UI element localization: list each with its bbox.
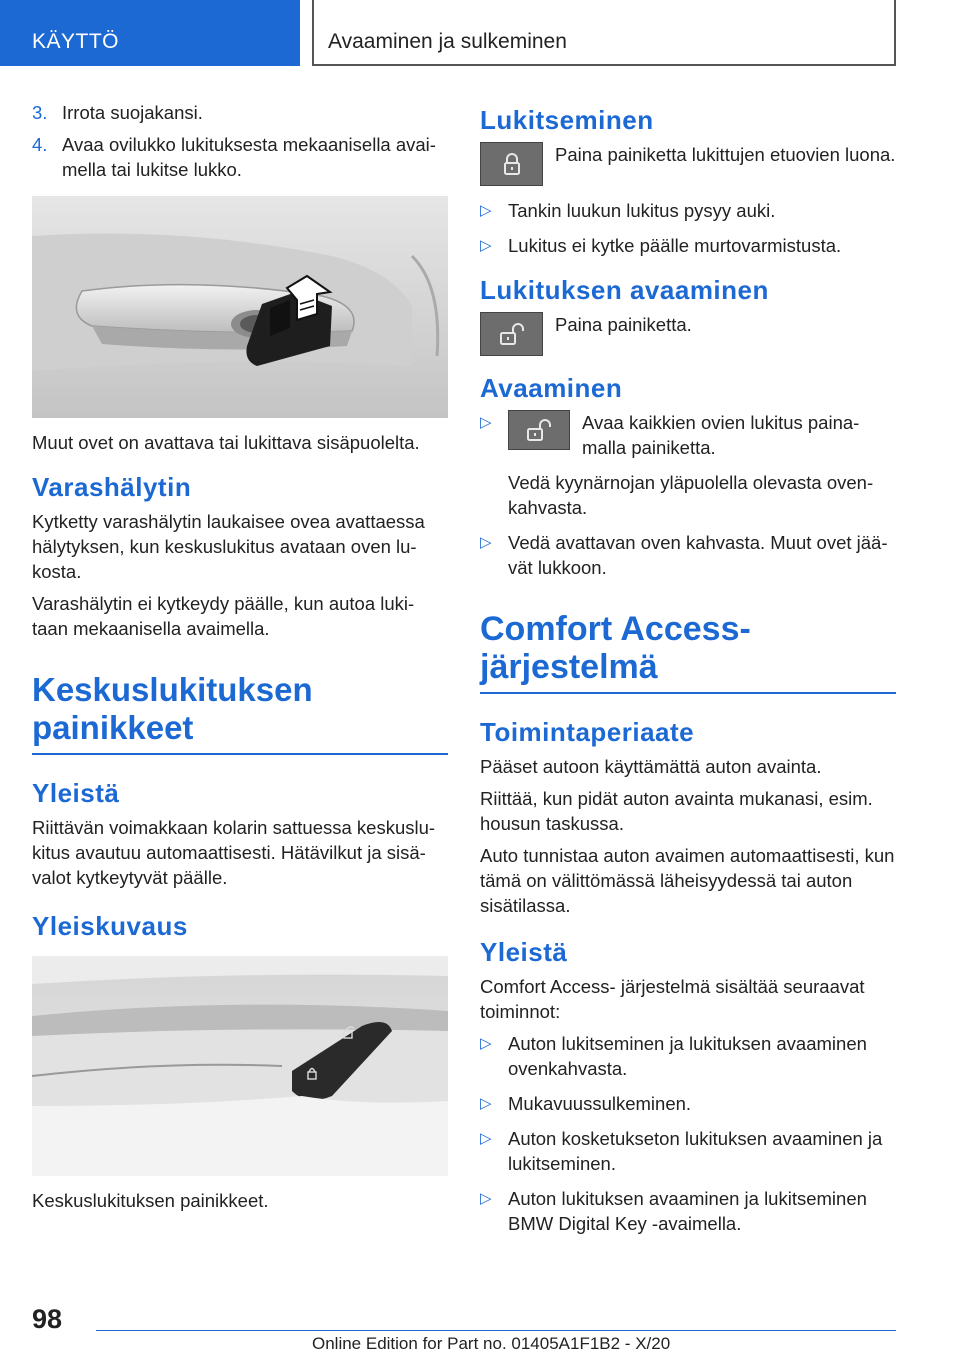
list-item: ▷ Auton lukitseminen ja lukituksen avaaminen ovenkahvasta. [480, 1033, 867, 1079]
alarm-paragraph-2: Varashälytin ei kytkeydy päälle, kun autoa luki-taan mekaanisella avaimella. [32, 593, 415, 639]
step-item [32, 132, 448, 182]
padlock-closed-icon [502, 153, 522, 175]
principle-paragraph-2: Riittää, kun pidät auton avainta mukanasi, esim. housun taskussa. [480, 788, 873, 834]
opening-sub-text: Vedä kyynärnojan yläpuolella olevasta oven-kahvasta. [508, 472, 874, 518]
list-item: ▷ Auton lukituksen avaaminen ja lukitseminen BMW Digital Key -avaimella. [480, 1188, 867, 1234]
step-number: 4. [32, 134, 48, 155]
list-item: ▷ Lukitus ei kytke päälle murtovarmistusta. [480, 235, 842, 256]
buttons-caption: Keskuslukituksen painikkeet. [32, 1190, 269, 1211]
overview-heading: Yleiskuvaus [32, 911, 188, 941]
unlock-button-image [508, 410, 570, 450]
general-paragraph: Riittävän voimakkaan kolarin sattuessa keskuslu-kitus avautuu automaattisesti. Hätävilkut ja sisä-valot kytkeytyvät päälle. [32, 817, 436, 888]
principle-heading: Toimintaperiaate [480, 717, 695, 747]
header-section-label: KÄYTTÖ [32, 30, 120, 53]
page-number: 98 [32, 1304, 63, 1334]
lock-button-image [480, 142, 543, 186]
bullet-triangle-icon: ▷ [480, 1130, 492, 1147]
list-item: ▷ Vedä avattavan oven kahvasta. Muut ovet jää-vät lukkoon. [480, 532, 888, 578]
unlock-button-description: Paina painiketta. [555, 314, 692, 335]
inner-doors-note: Muut ovet on avattava tai lukittava sisäpuolelta. [32, 432, 420, 453]
principle-paragraph-3: Auto tunnistaa auton avaimen automaattisesti, kun tämä on välittömässä läheisyydessä tai auton sisätilassa. [480, 845, 895, 916]
alarm-heading: Varashälytin [32, 472, 192, 502]
page-footer [0, 1300, 960, 1362]
list-item: ▷ Tankin luukun lukitus pysyy auki. [480, 200, 776, 221]
unlock-button-image [480, 312, 543, 356]
bullet-triangle-icon: ▷ [480, 1190, 492, 1207]
bullet-triangle-icon: ▷ [480, 237, 492, 254]
lock-button-description: Paina painiketta lukittujen etuovien luona. [555, 144, 896, 165]
header-section-tab [0, 0, 300, 66]
list-item: ▷ Auton kosketukseton lukituksen avaaminen ja lukitseminen. [480, 1128, 883, 1174]
principle-paragraph-1: Pääset autoon käyttämättä auton avainta. [480, 756, 822, 777]
padlock-open-icon [499, 323, 525, 345]
left-column [32, 100, 448, 1220]
unlock-button-row [480, 312, 896, 356]
right-column [480, 100, 896, 1246]
opening-button-description: Avaa kaikkien ovien lukitus paina-malla painiketta. [582, 412, 860, 458]
opening-bullets [480, 410, 896, 580]
central-lock-buttons-heading: Keskuslukituksen painikkeet [32, 671, 448, 755]
lock-button-row [480, 142, 896, 186]
locking-bullets [480, 198, 896, 258]
footer-divider [96, 1330, 896, 1331]
step-text: Avaa ovilukko lukituksesta mekaanisella avai-mella tai lukitse lukko. [62, 134, 436, 180]
bullet-triangle-icon: ▷ [480, 202, 492, 219]
door-lock-photo [32, 196, 448, 418]
step-item [32, 100, 448, 125]
step-number: 3. [32, 102, 48, 123]
bullet-triangle-icon: ▷ [480, 1095, 492, 1112]
comfort-functions-list [480, 1031, 896, 1236]
comfort-general-heading: Yleistä [480, 937, 568, 967]
padlock-open-icon [526, 419, 552, 441]
bullet-triangle-icon: ▷ [480, 414, 492, 431]
step-list [32, 100, 448, 182]
step-text: Irrota suojakansi. [62, 102, 203, 123]
bullet-triangle-icon: ▷ [480, 1035, 492, 1052]
bullet-triangle-icon: ▷ [480, 534, 492, 551]
opening-heading: Avaaminen [480, 373, 623, 403]
unlocking-heading: Lukituksen avaaminen [480, 275, 769, 305]
interior-door-buttons-illustration [32, 956, 448, 1176]
comfort-access-heading: Comfort Access- järjestelmä [480, 610, 896, 694]
list-item: ▷ Mukavuussulkeminen. [480, 1093, 692, 1114]
alarm-paragraph-1: Kytketty varashälytin laukaisee ovea avattaessa hälytyksen, kun keskuslukitus avataan oven lu-kosta. [32, 511, 425, 582]
header-chapter-box [312, 0, 896, 66]
edition-note: Online Edition for Part no. 01405A1F1B2 - X/20 [312, 1334, 671, 1353]
comfort-general-paragraph: Comfort Access- järjestelmä sisältää seuraavat toiminnot: [480, 976, 865, 1022]
opening-button-row [508, 410, 896, 460]
door-handle-key-illustration [32, 196, 448, 418]
locking-heading: Lukitseminen [480, 105, 654, 135]
header-chapter-label: Avaaminen ja sulkeminen [328, 30, 567, 53]
lock-buttons-photo [32, 956, 448, 1176]
list-item [480, 410, 896, 520]
general-heading: Yleistä [32, 778, 120, 808]
